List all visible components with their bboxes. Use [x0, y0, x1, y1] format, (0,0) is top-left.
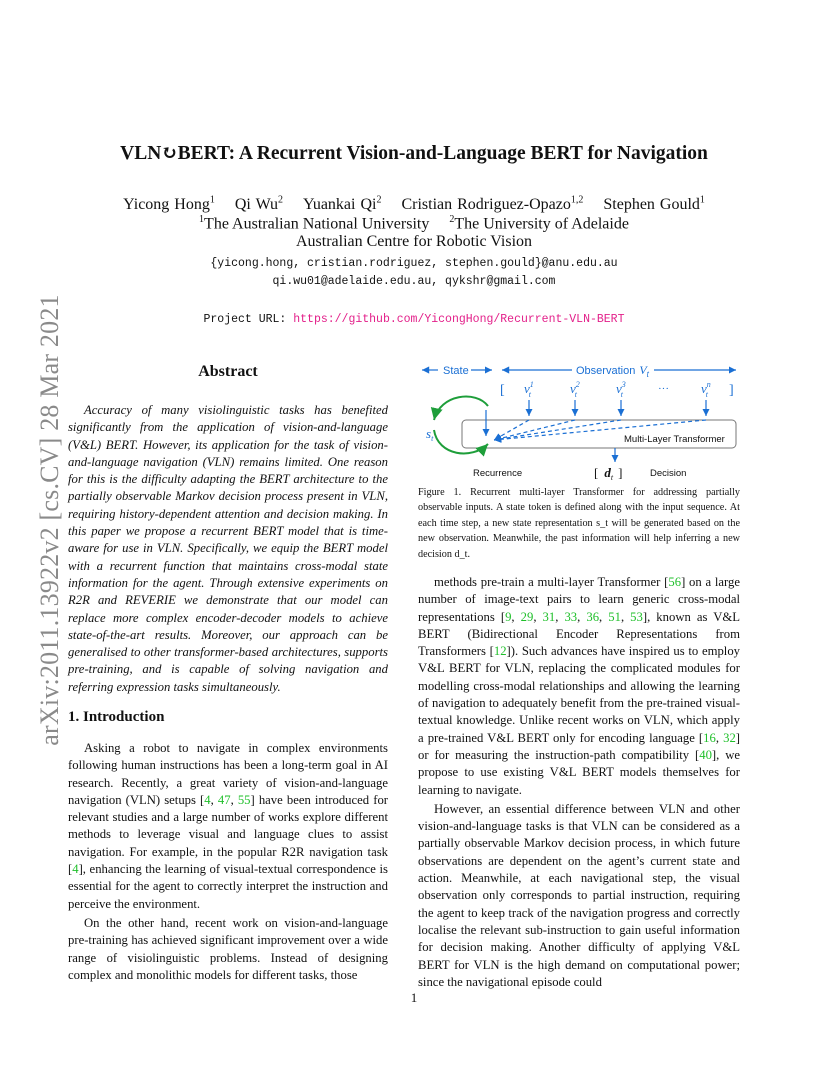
- obs-ellipsis: ···: [658, 383, 669, 395]
- author-affiliation-sup: 1: [209, 195, 215, 206]
- aff2-sup: 2: [449, 214, 455, 225]
- abstract-heading: Abstract: [198, 363, 258, 380]
- page-number: 1: [410, 990, 418, 1005]
- intro-paragraph-1: Asking a robot to navigate in complex environments following human instructions has been a long-term goal in AI research. Recently, a great variety of vision-and-language navigation (VLN) setups [4, 47, 55] have been introduced for relevant studies and a large number of works explore different methods to leverage visual and language clues to assist navigation. For example, in the popular R2R navigation task [4], enhancing the learning of visual-textual correspondence is essential for the agent to correctly interpret the instruction and perceive the environment.: [68, 741, 389, 911]
- citation-link[interactable]: 31: [542, 609, 556, 624]
- project-url-link[interactable]: https://github.com/YicongHong/Recurrent-VLN-BERT: [293, 313, 625, 326]
- citation-link[interactable]: 55: [237, 792, 251, 807]
- citation-link[interactable]: 47: [217, 792, 231, 807]
- citation-link[interactable]: 29: [520, 609, 534, 624]
- observation-token-1: $v^1$ t: [524, 380, 534, 399]
- figure-1-diagram: [418, 360, 740, 484]
- project-url-line: [0, 313, 828, 326]
- author-name: Cristian Rodriguez-Opazo$^{1,2}$: [401, 195, 584, 214]
- abstract-text: Accuracy of many visiolinguistic tasks has benefited significantly from the application of vision-and-language (V&L) BERT. However, its application for the task of vision-and-language navigation (VLN) remains limited. One reason for this is the difficulty adapting the BERT architecture to the partially observable Markov decision process present in VLN, requiring history-dependent attention and decision making. In this paper we propose a recurrent BERT model that is time-aware for use in VLN. Specifically, we equip the BERT model with a recurrent function that maintains cross-modal state information for the agent. Through extensive experiments on R2R and REVERIE we demonstrate that our model can replace more complex encoder-decoder models to achieve state-of-the-art results. Moreover, our approach can be generalised to other transformer-based architectures, supports pre-training, and is capable of solving navigation and referring expression tasks simultaneously.: [68, 403, 388, 694]
- state-label: State: [443, 365, 469, 377]
- observation-label: Observation $V_t$: [576, 363, 649, 379]
- right-paragraph-2: However, an essential difference between VLN and other vision-and-language tasks is that VLN can be considered as a partially observable Markov decision process, in which future observations are dependent on the agent’s current state and action. Meanwhile, at each navigational step, the visual observation only corresponds to partial instruction, requiring the agent to keep track of the navigation progress and correctly localise the relevant sub-instruction to gain useful information for decision making. Another difficulty of applying V&L BERT for VLN is the high demand on computational power; since the navigational episode could: [418, 801, 740, 989]
- citation-link[interactable]: 16: [703, 730, 716, 745]
- observation-token-2: $v^2$ t: [570, 380, 580, 399]
- figure-1-caption: Figure 1. Recurrent multi-layer Transformer for addressing partially observable inputs. A state token is defined along with the input sequence. At each time step, a new state representation s_t will be generated based on the new observation. Meanwhile, the past information will help inferring a new decision d_t.: [418, 487, 740, 560]
- citation-link[interactable]: 40: [699, 747, 712, 762]
- author-affiliation-sup: 2: [376, 195, 382, 206]
- observation-token-3: $v^3$ t: [616, 380, 626, 399]
- citation-link[interactable]: 9: [505, 609, 512, 624]
- citation-link[interactable]: 4: [204, 792, 211, 807]
- recurrence-label: Recurrence: [473, 468, 523, 479]
- citation-link[interactable]: 33: [564, 609, 578, 624]
- intro-text: [68, 740, 388, 984]
- citation-link[interactable]: 36: [586, 609, 600, 624]
- citation-link[interactable]: 4: [72, 862, 79, 877]
- citation-link[interactable]: 53: [630, 609, 643, 624]
- recurrence-loop-top: [434, 397, 488, 420]
- obs-left-bracket: [: [500, 383, 505, 398]
- citation-link[interactable]: 32: [723, 730, 736, 745]
- aff1-name: The Australian National University: [204, 215, 430, 233]
- project-url-label: Project URL:: [203, 313, 287, 326]
- citation-link[interactable]: 56: [668, 575, 682, 589]
- paper-title: VLN↻BERT: A Recurrent Vision-and-Language BERT for Navigation: [120, 143, 708, 164]
- aff1-sup: 1: [199, 214, 205, 225]
- right-paragraph-1: methods pre-train a multi-layer Transformer [56] on a large number of image-text pairs to learn generic cross-modal representations [9, 29, 31, 33, 36, 51, 53], known as V&L BERT (Bidirectional Encoder Representations from Transformers [12]). Such advances have inspired us to employ V&L BERT for VLN, replacing the complicated modules for modelling cross-modal relationships and allowing the learning of navigation to adequately benefit from the pre-trained visual-textual knowledge. Unlike recent works on VLN, which apply a pre-trained V&L BERT only for encoding language [16, 32] or for measuring the instruction-path compatibility [40], we propose to use existing V&L BERT models themselves for learning to navigate.: [418, 575, 741, 797]
- aff2-name: The University of Adelaide: [454, 215, 629, 233]
- citation-link[interactable]: 12: [493, 644, 507, 659]
- author-affiliation-sup: 2: [278, 195, 284, 206]
- decision-label: Decision: [650, 468, 687, 479]
- affiliations-line1: [0, 214, 828, 233]
- author-name: Yicong Hong$^1$: [123, 195, 215, 214]
- author-affiliation-sup: 1,2: [570, 195, 584, 206]
- figure-1: [418, 360, 740, 484]
- observation-token-4: $v^n$ t: [701, 380, 711, 399]
- section-heading-introduction: 1. Introduction: [68, 709, 165, 725]
- email-line2: qi.wu01@adelaide.edu.au, qykshr@gmail.com: [272, 275, 556, 288]
- arxiv-stamp: arXiv:2011.13922v2 [cs.CV] 28 Mar 2021: [35, 294, 64, 746]
- decision-symbol: [ $d_t$ ]: [594, 465, 623, 482]
- observation-token-labels: [524, 380, 711, 399]
- author-affiliation-sup: 1: [699, 195, 705, 206]
- author-name: Qi Wu$^2$: [234, 195, 284, 214]
- email-line1: {yicong.hong, cristian.rodriguez, stephen.gould}@anu.edu.au: [210, 257, 618, 270]
- intro-paragraph-2: On the other hand, recent work on vision-and-language pre-training has achieved significant improvement over a wide range of visiolinguistic problems. Instead of designing complex and monolithic models for different tasks, those: [68, 915, 388, 982]
- affiliation-line2: Australian Centre for Robotic Vision: [295, 233, 533, 250]
- state-symbol: $s_t$: [426, 426, 434, 443]
- obs-right-bracket: ]: [729, 383, 734, 398]
- citation-link[interactable]: 51: [608, 609, 621, 624]
- author-name: Stephen Gould$^1$: [603, 195, 705, 214]
- author-list: [0, 195, 828, 214]
- right-column-text: [418, 574, 740, 991]
- transformer-label: Multi-Layer Transformer: [624, 434, 725, 445]
- author-name: Yuankai Qi$^2$: [303, 195, 382, 214]
